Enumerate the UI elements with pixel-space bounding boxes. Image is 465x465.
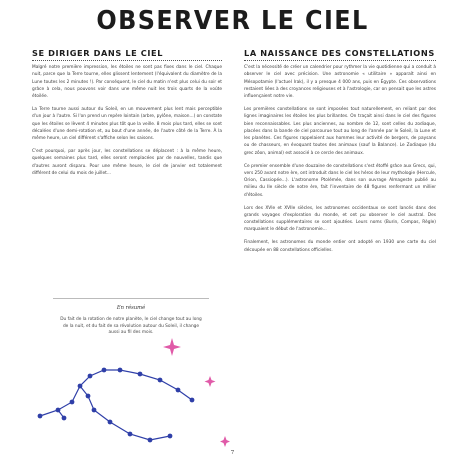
right-column: [244, 48, 436, 259]
sparkle-icon: [220, 436, 230, 447]
left-column: [32, 48, 222, 183]
constellation-illustration: [20, 318, 230, 458]
page-title: OBSERVER LE CIEL: [96, 6, 369, 36]
heading-divider: [244, 60, 436, 61]
constellation-stars: [38, 368, 195, 443]
page-number: 7: [230, 450, 235, 456]
paragraph: La Terre tourne aussi autour du Soleil, en un mouvement plus lent mais perceptible d'un jour à l'autre. Si l'on prend un repère lointain (arbre, pylône, maison...) on constate que les étoiles se lèvent 4 minutes plus tôt que la veille. 8 mois plus tard, elles se sont décalées d'une demi-rotation et, au bout d'une année, de l'autre côté de la Terre. À la même heure, un ciel différent s'affiche selon les saisons.: [32, 106, 222, 142]
paragraph: C'est la nécessité de créer un calendrier pour rythmer la vie quotidienne qui a conduit à observer le ciel avec précision. Une astronomie « utilitaire » apparaît ainsi en Mésopotamie (l'actuel Irak), il y a presque 4 000 ans, puis en Égypte. Ces observations restaient liées à des croyances religieuses et à l'astrologie, car on pensait que les astres influençaient notre vie.: [244, 65, 436, 100]
section-heading-navigation: SE DIRIGER DANS LE CIEL: [32, 48, 164, 58]
summary-text: Du fait de la rotation de notre planète, le ciel change tout au long de la nuit, et du fait de sa révolution autour du Soleil, il change aussi au fil des mois.: [60, 317, 202, 335]
constellation-lines: [40, 370, 192, 440]
paragraph: Finalement, les astronomes du monde entier ont adopté en 1930 une carte du ciel découpée en 88 constellations officielles.: [244, 240, 436, 253]
heading-divider: [32, 60, 222, 61]
pink-sparkles: [163, 338, 230, 447]
paragraph: Lors des XVIe et XVIIe siècles, les astronomes occidentaux se sont lancés dans des grands voyages d'exploration du monde, et ont pu observer le ciel austral. Des constellations supplémentaires se sont ajoutées. Leurs noms (Burin, Compas, Règle) marquaient le début de l'astronomie...: [244, 205, 436, 233]
summary-label: En résumé: [112, 305, 150, 311]
section-heading-constellations: LA NAISSANCE DES CONSTELLATIONS: [244, 48, 435, 58]
sparkle-icon: [205, 376, 216, 387]
paragraph: Malgré notre première impression, les étoiles ne sont pas fixes dans le ciel. Chaque nuit, parce que la Terre tourne, elles glissent lentement (l'équivalent du diamètre de la Lune toutes les 2 minutes !). Par conséquent, le ciel du matin n'est plus celui du soir et grâce à cela, nous pouvons voir dans une même nuit les trois quarts de la voûte étoilée.: [32, 65, 222, 100]
paragraph: Les premières constellations se sont imposées tout naturellement, en reliant par des lignes imaginaires les étoiles les plus brillantes. On traçait ainsi dans le ciel des figures bien reconnaissables. Les plus anciennes, au nombre de 12, sont celles du zodiaque, placées dans la bande de ciel parcourue tout au long de l'année par le Soleil, la Lune et les planètes. Ces figures rappelaient aux hommes leur activité de bergers, de paysans ou de chasseurs, en évoquant toutes des animaux (sauf la Balance). Le Zodiaque (du grec zôon, animal) est associé à ce cercle des animaux.: [244, 106, 436, 156]
paragraph: C'est pourquoi, par après jour, les constellations se déplacent : à la même heure, quelques semaines plus tard, elles seront remplacées par de nouvelles, tandis que d'autres auront disparu. Pour une même heure, le ciel de janvier est totalement différent de celui du mois de juillet...: [32, 148, 222, 176]
sparkle-icon: [163, 338, 181, 356]
paragraph: Ce premier ensemble d'une douzaine de constellations s'est étoffé grâce aux Grecs, qui, vers 250 avant notre ère, ont introduit dans le ciel les héros de leur mythologie (Hercule, Orion, Cassiopée...). L'astronome Ptolémée, dans son ouvrage Almageste publié au milieu du IIe siècle de notre ère, fait l'inventaire de 48 figures renfermant un millier d'étoiles.: [244, 163, 436, 198]
